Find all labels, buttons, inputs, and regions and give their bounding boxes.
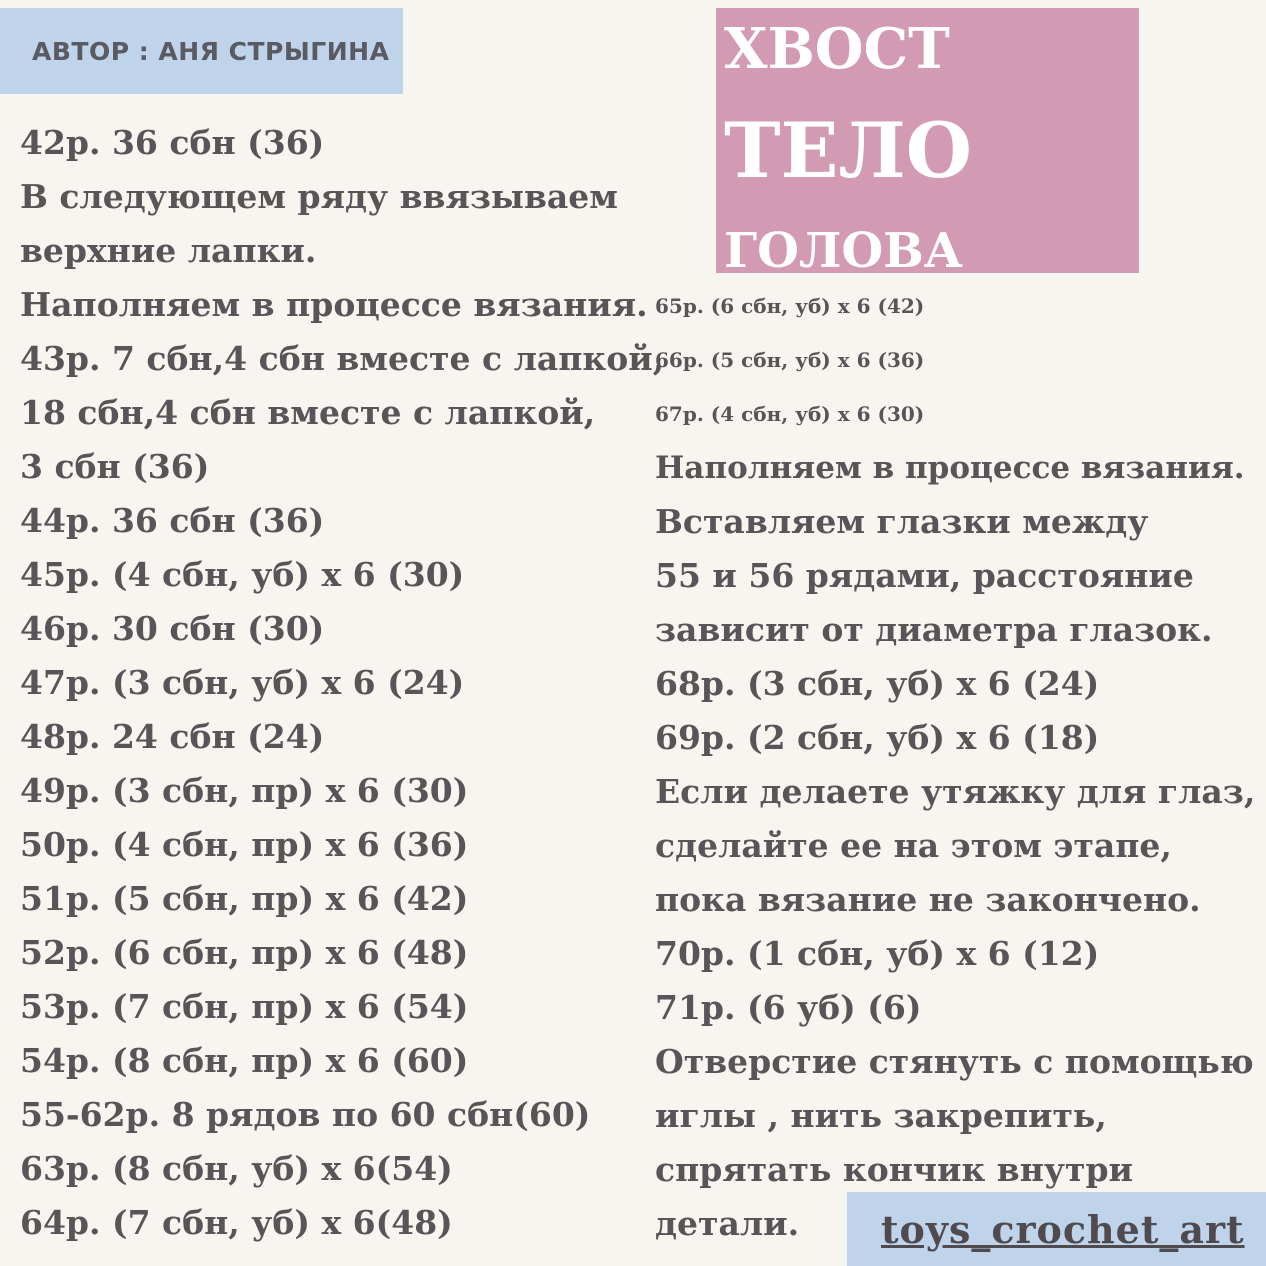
pattern-line: 63р. (8 сбн, уб) х 6(54) xyxy=(20,1149,453,1188)
pattern-line: 52р. (6 сбн, пр) х 6 (48) xyxy=(20,933,469,972)
pattern-line: сделайте ее на этом этапе, xyxy=(655,826,1172,865)
pattern-line: 67р. (4 сбн, уб) х 6 (30) xyxy=(655,402,925,426)
pattern-line: 45р. (4 сбн, уб) х 6 (30) xyxy=(20,555,465,594)
brand-label: toys_crochet_art xyxy=(881,1206,1245,1252)
pattern-line: 53р. (7 сбн, пр) х 6 (54) xyxy=(20,987,469,1026)
pattern-line: 49р. (3 сбн, пр) х 6 (30) xyxy=(20,771,469,810)
author-label: АВТОР : АНЯ СТРЫГИНА xyxy=(32,36,390,66)
pattern-line: 70р. (1 сбн, уб) х 6 (12) xyxy=(655,934,1100,973)
pattern-line: 64р. (7 сбн, уб) х 6(48) xyxy=(20,1203,453,1242)
pattern-line: 51р. (5 сбн, пр) х 6 (42) xyxy=(20,879,469,918)
pattern-line: иглы , нить закрепить, xyxy=(655,1096,1107,1135)
pattern-line: 43р. 7 сбн,4 сбн вместе с лапкой, xyxy=(20,339,665,378)
pattern-line: пока вязание не закончено. xyxy=(655,880,1201,919)
pattern-line: детали. xyxy=(655,1204,800,1243)
author-banner xyxy=(0,8,403,94)
pattern-line: 47р. (3 сбн, уб) х 6 (24) xyxy=(20,663,465,702)
pattern-line: спрятать кончик внутри xyxy=(655,1150,1134,1189)
pattern-line: 42р. 36 сбн (36) xyxy=(20,123,325,162)
pattern-line: зависит от диаметра глазок. xyxy=(655,610,1213,649)
pattern-line: 50р. (4 сбн, пр) х 6 (36) xyxy=(20,825,469,864)
pattern-line: 54р. (8 сбн, пр) х 6 (60) xyxy=(20,1041,469,1080)
pattern-line: 65р. (6 сбн, уб) х 6 (42) xyxy=(655,294,925,318)
pattern-line: 18 сбн,4 сбн вместе с лапкой, xyxy=(20,393,596,432)
pattern-line: 55-62р. 8 рядов по 60 сбн(60) xyxy=(20,1095,591,1134)
pattern-line: Вставляем глазки между xyxy=(655,502,1149,541)
pattern-line: 48р. 24 сбн (24) xyxy=(20,717,325,756)
pattern-line: Если делаете утяжку для глаз, xyxy=(655,772,1256,811)
pattern-line: 68р. (3 сбн, уб) х 6 (24) xyxy=(655,664,1100,703)
pattern-line: 3 сбн (36) xyxy=(20,447,210,486)
pattern-line: 46р. 30 сбн (30) xyxy=(20,609,325,648)
pattern-line: 71р. (6 уб) (6) xyxy=(655,988,922,1027)
brand-banner xyxy=(847,1192,1266,1266)
pattern-line: Отверстие стянуть с помощью xyxy=(655,1042,1254,1081)
pattern-line: 66р. (5 сбн, уб) х 6 (36) xyxy=(655,348,925,372)
pattern-left-column xyxy=(20,116,664,1250)
section-list-box xyxy=(716,8,1139,279)
pattern-right-column xyxy=(655,279,1255,1251)
section-head: ГОЛОВА xyxy=(724,223,963,279)
section-tail: ХВОСТ xyxy=(724,16,950,82)
pattern-line: 44р. 36 сбн (36) xyxy=(20,501,325,540)
pattern-line: верхние лапки. xyxy=(20,231,317,270)
pattern-line: Наполняем в процессе вязания. xyxy=(655,450,1245,486)
pattern-line: 55 и 56 рядами, расстояние xyxy=(655,556,1194,595)
section-body: ТЕЛО xyxy=(724,106,972,195)
pattern-line: Наполняем в процессе вязания. xyxy=(20,285,648,324)
pattern-line: 69р. (2 сбн, уб) х 6 (18) xyxy=(655,718,1100,757)
pattern-line: В следующем ряду ввязываем xyxy=(20,177,618,216)
